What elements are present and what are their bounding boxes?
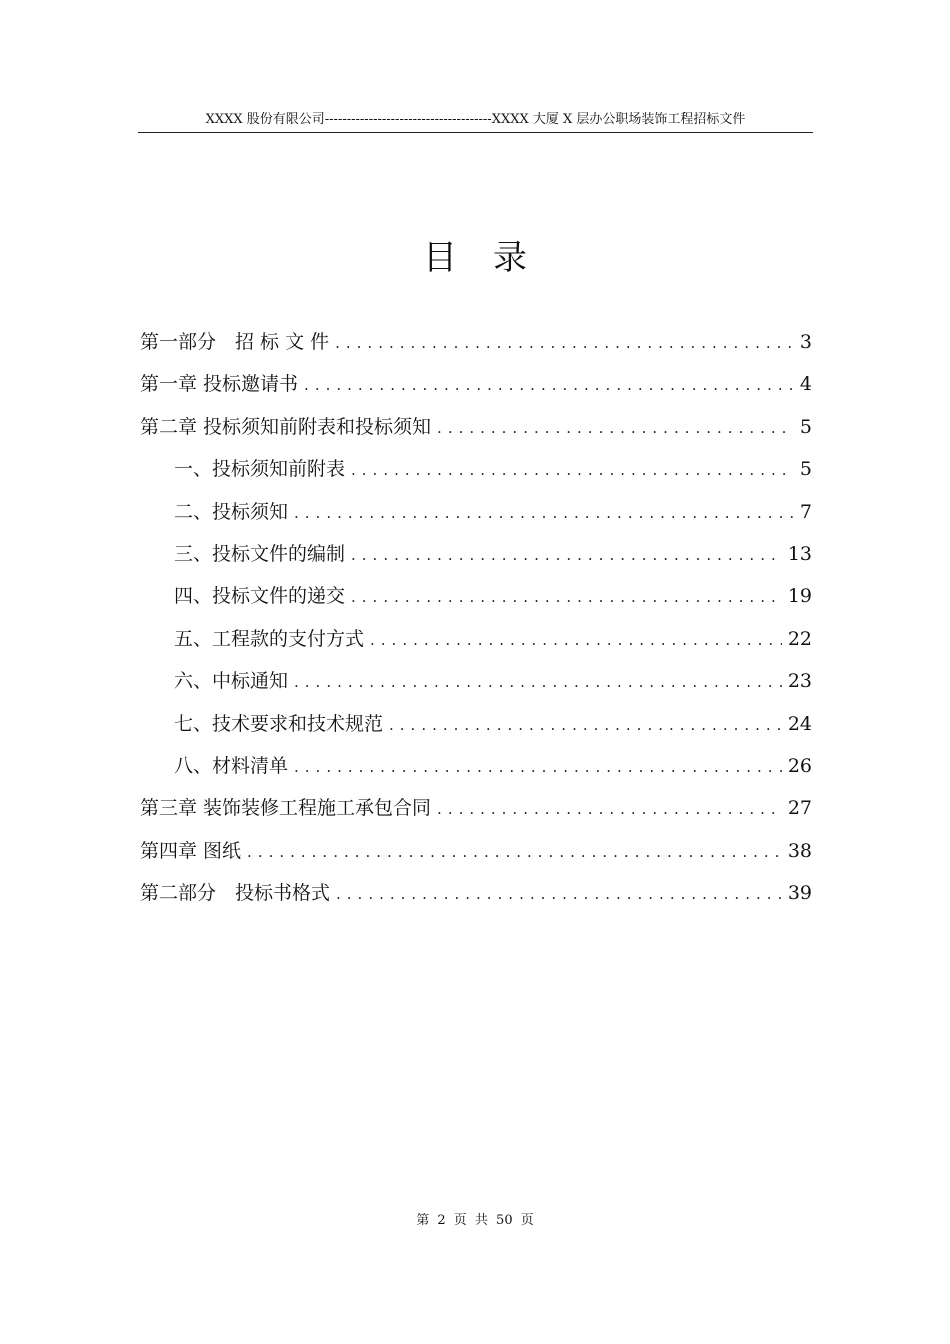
- toc-leader-dots: [351, 449, 794, 491]
- toc-leader-dots: [335, 322, 794, 364]
- toc-entry[interactable]: [140, 491, 812, 533]
- toc-title-part2: 录: [493, 238, 527, 278]
- toc-entry[interactable]: [140, 830, 812, 872]
- toc-entry-page: 24: [787, 712, 812, 735]
- toc-entry-page: 5: [799, 415, 812, 438]
- toc-entry-label: 第四章 图纸: [140, 839, 242, 862]
- toc-entry-label: 六、中标通知: [174, 670, 289, 693]
- toc-leader-dots: [370, 619, 782, 661]
- page-footer: [0, 1212, 950, 1230]
- toc-entry-label: 七、技术要求和技术规范: [174, 712, 384, 735]
- toc-entry-label: 第一章 投标邀请书: [140, 373, 299, 396]
- toc-leader-dots: [294, 746, 782, 788]
- toc-entry-label: 五、工程款的支付方式: [174, 627, 365, 650]
- toc-leader-dots: [437, 788, 782, 830]
- toc-entry-page: 23: [787, 670, 812, 693]
- toc-entry-page: 13: [787, 542, 812, 565]
- toc-entry-page: 38: [787, 839, 812, 862]
- toc-entry-label: 四、投标文件的递交: [174, 585, 346, 608]
- toc-leader-dots: [294, 661, 782, 703]
- toc-leader-dots: [336, 873, 782, 915]
- toc-entry[interactable]: [140, 406, 812, 448]
- toc-entry-label: 第二部分 投标书格式: [140, 882, 331, 905]
- header-text: XXXX 股份有限公司--------------------------------------XXXX 大厦 X 层办公职场装饰工程招标文件: [205, 112, 746, 127]
- table-of-contents: [140, 321, 812, 914]
- toc-entry-label: 三、投标文件的编制: [174, 542, 346, 565]
- toc-entry[interactable]: [140, 660, 812, 702]
- toc-entry-label: 第三章 装饰装修工程施工承包合同: [140, 797, 432, 820]
- toc-entry[interactable]: [140, 321, 812, 363]
- toc-entry-page: 22: [787, 627, 812, 650]
- toc-leader-dots: [247, 831, 782, 873]
- toc-entry-label: 二、投标须知: [174, 500, 289, 523]
- toc-entry[interactable]: [140, 872, 812, 914]
- toc-leader-dots: [351, 534, 782, 576]
- toc-title: [0, 236, 950, 280]
- toc-entry[interactable]: [140, 703, 812, 745]
- toc-entry[interactable]: [140, 448, 812, 490]
- toc-title-part1: 目: [423, 238, 457, 278]
- toc-leader-dots: [437, 407, 794, 449]
- toc-entry-page: 26: [787, 754, 812, 777]
- toc-entry-page: 7: [799, 500, 812, 523]
- toc-entry-page: 3: [799, 331, 812, 353]
- toc-entry[interactable]: [140, 745, 812, 787]
- toc-entry-label: 一、投标须知前附表: [174, 458, 346, 481]
- page-number: 第 2 页 共 50 页: [416, 1213, 534, 1228]
- toc-leader-dots: [351, 576, 782, 618]
- page-header: [138, 112, 813, 133]
- toc-entry-page: 27: [787, 797, 812, 820]
- toc-entry[interactable]: [140, 787, 812, 829]
- toc-leader-dots: [304, 364, 794, 406]
- toc-entry-label: 八、材料清单: [174, 754, 289, 777]
- toc-entry[interactable]: [140, 618, 812, 660]
- toc-entry-page: 39: [787, 882, 812, 905]
- toc-entry-page: 5: [799, 458, 812, 481]
- toc-entry-label: 第一部分 招 标 文 件: [140, 331, 330, 353]
- toc-entry[interactable]: [140, 363, 812, 405]
- toc-entry-page: 4: [799, 373, 812, 396]
- toc-entry[interactable]: [140, 575, 812, 617]
- toc-leader-dots: [294, 492, 794, 534]
- toc-entry[interactable]: [140, 533, 812, 575]
- toc-entry-label: 第二章 投标须知前附表和投标须知: [140, 415, 432, 438]
- toc-leader-dots: [389, 704, 782, 746]
- toc-entry-page: 19: [787, 585, 812, 608]
